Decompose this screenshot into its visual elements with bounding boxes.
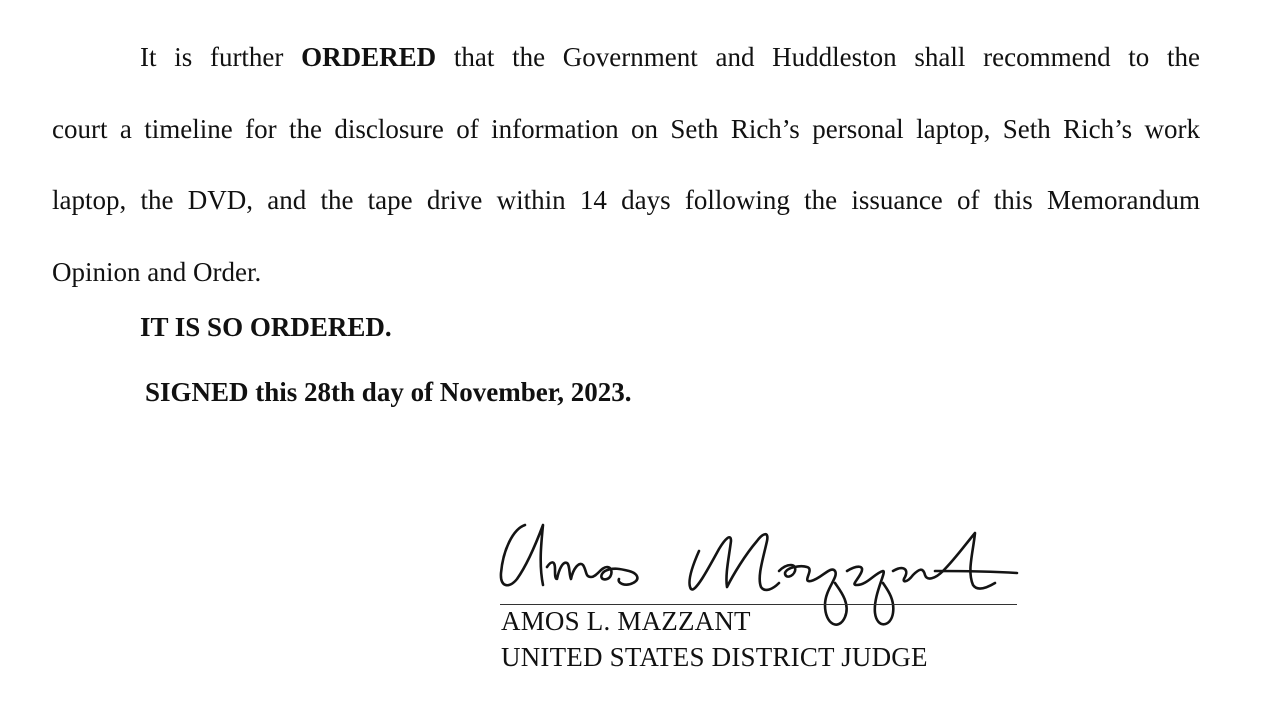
paragraph-text: that the Government and Huddleston shall recommend to the <box>436 42 1200 72</box>
judge-name: AMOS L. MAZZANT <box>501 606 751 636</box>
paragraph-line-2: court a timeline for the disclosure of information on Seth Rich’s personal laptop, Seth Rich’s work <box>52 113 1200 144</box>
signature-line <box>500 604 1017 605</box>
signed-date-line: SIGNED this 28th day of November, 2023. <box>145 377 632 407</box>
judge-title: UNITED STATES DISTRICT JUDGE <box>501 642 928 672</box>
paragraph-text: It is further <box>140 42 302 72</box>
paragraph-line-1 <box>52 22 1200 94</box>
so-ordered-heading: IT IS SO ORDERED. <box>140 312 392 342</box>
order-paragraph <box>52 22 1200 308</box>
ordered-keyword: ORDERED <box>301 42 437 72</box>
paragraph-line-3: laptop, the DVD, and the tape drive within 14 days following the issuance of this Memorandum <box>52 185 1200 215</box>
paragraph-line-4: Opinion and Order. <box>52 256 262 287</box>
